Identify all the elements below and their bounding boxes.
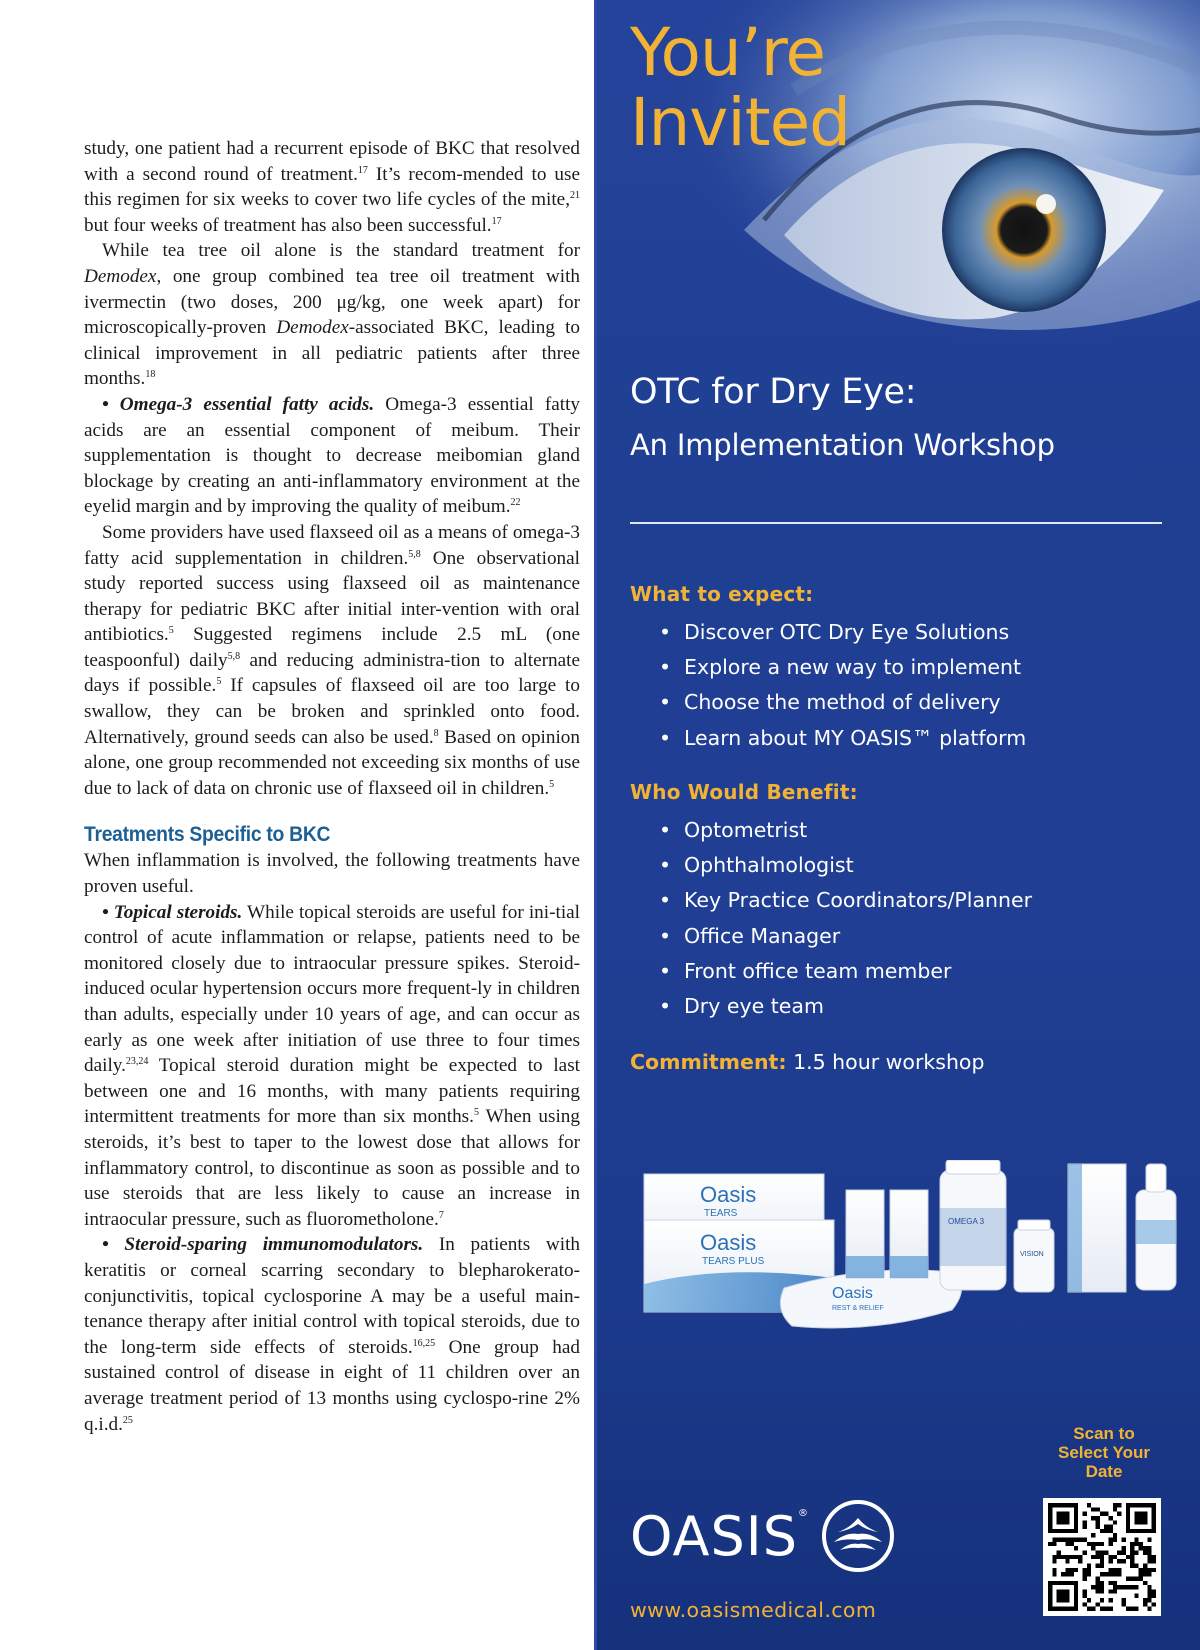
product-lineup-image	[634, 1160, 1194, 1360]
reference-number: 5	[473, 1107, 479, 1119]
body-text: Based on opinion alone, one group recommended not exceeding six months of use due to lack of data on chronic use of flaxseed oil in children.	[84, 726, 580, 799]
list-item-text: Learn about MY OASIS™ platform	[684, 725, 1027, 750]
bullet-icon: •	[658, 993, 672, 1018]
supplement-bottle-small	[1014, 1228, 1054, 1292]
reference-number: 23,24	[125, 1056, 149, 1068]
article-column	[84, 136, 580, 1437]
body-text: One observational study reported success using flaxseed oil as maintenance therapy for pediatric BKC after initial inter-vention with oral antibiotics.	[84, 547, 580, 646]
body-text: Some providers have used flaxseed oil as a means of omega-3 fatty acid supplementation in children.	[84, 521, 580, 569]
divider-line	[630, 522, 1162, 524]
reference-number: 17	[491, 215, 502, 227]
article-paragraph	[84, 848, 580, 899]
italic-term: Demodex	[84, 265, 157, 287]
reference-number: 5	[168, 625, 174, 637]
workshop-title: OTC for Dry Eye:	[630, 372, 917, 412]
bottle-label: VISION	[1020, 1251, 1044, 1258]
article-paragraph	[84, 238, 580, 392]
list-item	[658, 919, 1032, 954]
bullet-lead-in: • Steroid-sparing immunomodulators.	[102, 1234, 424, 1256]
article-paragraph	[84, 392, 580, 520]
oasis-palm-icon	[820, 1498, 896, 1574]
commitment-label: Commitment:	[630, 1050, 787, 1074]
list-item	[658, 883, 1032, 918]
bottle-label: OMEGA 3	[948, 1217, 985, 1226]
headline-line: You’re	[630, 14, 826, 91]
bullet-icon: •	[658, 655, 672, 680]
article-paragraph	[84, 900, 580, 1233]
list-item-text: Dry eye team	[684, 993, 824, 1018]
list-item-text: Key Practice Coordinators/Planner	[684, 888, 1033, 913]
registered-mark: ®	[797, 1508, 808, 1519]
list-item-text: Explore a new way to implement	[684, 655, 1022, 680]
commitment-value: 1.5 hour workshop	[786, 1050, 985, 1074]
benefit-list	[658, 813, 1032, 1024]
italic-term: Demodex	[276, 317, 349, 339]
bullet-icon: •	[658, 818, 672, 842]
body-text: study, one patient had a recurrent episode of BKC that resolved with a second round of treatment.	[84, 138, 580, 185]
body-text: In patients with keratitis or corneal scarring secondary to blepharokerato-conjunctivitis, topical cyclosporine A may be a useful main-tenance therapy after initial control with topical steroids, due to the long-term side effects of steroids.	[84, 1234, 580, 1358]
reference-number: 5	[549, 778, 555, 790]
list-item-text: Choose the method of delivery	[684, 690, 1001, 715]
benefit-heading: Who Would Benefit:	[630, 780, 858, 804]
body-text: While topical steroids are useful for ini-tial control of acute inflammation or relapse, patients need to be monitored closely due to intraocular pressure spikes. Steroid-induced ocular hypertension occurs more frequent-ly in children than adults, especially under 10 years of age, and can occur as early as one week after initiation of use three to four times daily.	[84, 901, 581, 1077]
list-item	[658, 989, 1032, 1024]
body-text: If capsules of flaxseed oil are too large to swallow, they can be broken and sprinkled onto food. Alternatively, ground seeds can also be used.	[84, 675, 580, 748]
headline-line: Invited	[630, 84, 851, 161]
bullet-icon: •	[658, 620, 672, 644]
bullet-icon: •	[658, 923, 672, 948]
body-text: When inflammation is involved, the following treatments have proven useful.	[84, 850, 580, 898]
body-text: While tea tree oil alone is the standard treatment for	[102, 240, 580, 262]
website-link[interactable]: www.oasismedical.com	[630, 1598, 877, 1622]
reference-number: 21	[570, 190, 580, 202]
body-text: , one group combined tea tree oil treatment with ivermectin (two doses, 200 μg/kg, one week apart) for microscopically-proven	[84, 265, 580, 339]
scan-instructions	[1034, 1424, 1174, 1481]
reference-number: 17	[357, 164, 368, 176]
workshop-subtitle: An Implementation Workshop	[630, 428, 1055, 462]
body-text: and reducing administra-tion to alternate days if possible.	[84, 649, 580, 697]
reference-number: 5,8	[408, 548, 421, 560]
reference-number: 16,25	[412, 1337, 436, 1349]
body-text: Omega-3 essential fatty acids are an essential component of meibum. Their supplementation is thought to decrease meibomian gland blockage by creating an anti-inflammatory environment at the eyelid margin and by improving the quality of meibum.	[84, 393, 580, 518]
list-item	[658, 685, 1026, 720]
body-text: When using steroids, it’s best to taper to the lowest dose that allows for inflammatory control, to discontinue as soon as possible and to use steroids that are less likely to cause an increase in intraocular pressure, such as fluorometholone.	[84, 1106, 580, 1230]
reference-number: 8	[433, 727, 439, 739]
bullet-icon: •	[658, 690, 672, 715]
list-item	[658, 615, 1026, 650]
reference-number: 5	[216, 676, 222, 688]
box-product-label: TEARS PLUS	[702, 1256, 765, 1267]
qr-code-icon	[1048, 1503, 1156, 1611]
mask-brand-label: Oasis	[832, 1285, 873, 1302]
article-paragraph	[84, 520, 580, 802]
bullet-lead-in: • Omega-3 essential fatty acids.	[102, 393, 375, 415]
list-item-text: Ophthalmologist	[684, 853, 854, 878]
body-text: It’s recom-mended to use this regimen for six weeks to cover two life cycles of the mite,	[84, 163, 580, 211]
body-text: Suggested regimens include 2.5 mL (one teaspoonful) daily	[84, 624, 580, 671]
body-text: One group had sustained control of disease in eight of 11 children over an average treatment period of 13 months using cyclospo-rine 2% q.i.d.	[84, 1336, 580, 1435]
list-item	[658, 813, 1032, 848]
qr-code[interactable]	[1043, 1498, 1161, 1616]
body-text: -associated BKC, leading to clinical improvement in all pediatric patients after three months.	[84, 317, 580, 390]
oasis-logo	[630, 1500, 896, 1572]
bullet-icon: •	[658, 853, 672, 878]
invitation-headline	[630, 14, 1030, 161]
list-item	[658, 650, 1026, 685]
bullet-icon: •	[658, 958, 672, 983]
scan-text-line: Select Your	[1058, 1443, 1150, 1462]
scan-text-line: Date	[1085, 1462, 1123, 1481]
article-paragraph	[84, 136, 580, 238]
list-item	[658, 954, 1032, 989]
bullet-icon: •	[658, 888, 672, 913]
reference-number: 18	[145, 369, 156, 381]
logo-wordmark: OASIS	[630, 1504, 798, 1568]
expect-heading: What to expect:	[630, 582, 814, 606]
advertisement-panel	[594, 0, 1200, 1650]
bullet-lead-in: • Topical steroids.	[102, 901, 243, 923]
box-brand-label: Oasis	[700, 1230, 757, 1255]
list-item-text: Optometrist	[684, 818, 808, 842]
list-item-text: Discover OTC Dry Eye Solutions	[684, 620, 1010, 644]
reference-number: 22	[510, 497, 521, 509]
section-heading: Treatments Specific to BKC	[84, 823, 331, 847]
list-item-text: Front office team member	[684, 958, 952, 983]
mask-product-label: REST & RELIEF	[832, 1305, 884, 1312]
list-item	[658, 721, 1026, 756]
box-brand-label: Oasis	[700, 1182, 757, 1207]
list-item	[658, 848, 1032, 883]
box-product-label: TEARS	[704, 1208, 738, 1219]
commitment-line	[630, 1050, 985, 1074]
article-paragraph	[84, 1232, 580, 1437]
body-text: but four weeks of treatment has also been successful.	[84, 214, 492, 236]
bullet-icon: •	[658, 725, 672, 750]
body-text: Topical steroid duration might be expected to last between one and 16 months, with many patients requiring intermittent treatments for more than six months.	[84, 1055, 580, 1128]
expect-list	[658, 615, 1026, 756]
reference-number: 25	[122, 1414, 133, 1426]
reference-number: 5,8	[227, 650, 241, 662]
list-item-text: Office Manager	[684, 923, 841, 948]
scan-text-line: Scan to	[1073, 1424, 1135, 1443]
reference-number: 7	[438, 1209, 444, 1221]
